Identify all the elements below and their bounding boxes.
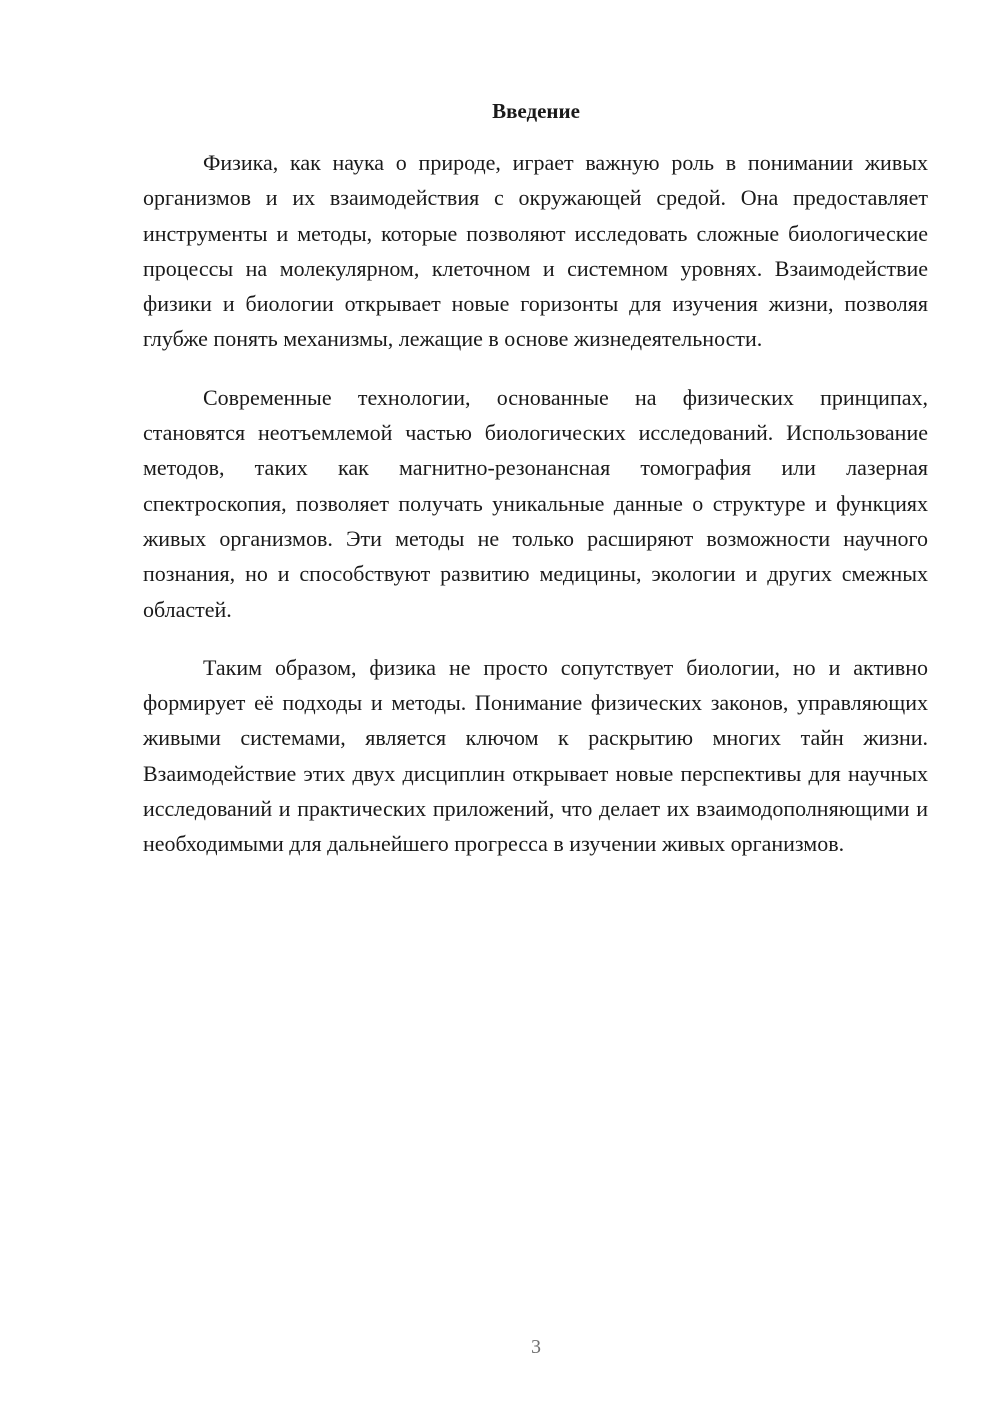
paragraph-2: Современные технологии, основанные на физических принципах, становятся неотъемлемой частью биологических исследований. Использование методов, таких как магнитно-резонансная томография или лазерная спектроскопия, позволяет получать уникальные данные о структуре и функциях живых организмов. Эти методы не только расширяют возможности научного познания, но и способствуют развитию медицины, экологии и других смежных областей.: [143, 384, 928, 622]
paragraph-3: Таким образом, физика не просто сопутствует биологии, но и активно формирует её подходы и методы. Понимание физических законов, управляющих живыми системами, является ключом к раскрытию многих тайн жизни. Взаимодействие этих двух дисциплин открывает новые перспективы для научных исследований и практических приложений, что делает их взаимодополняющими и необходимыми для дальнейшего прогресса в изучении живых организмов.: [143, 654, 928, 857]
page-heading: Введение: [492, 99, 580, 123]
page-number: 3: [531, 1336, 541, 1358]
body-text: [143, 145, 928, 885]
paragraph-1: Физика, как наука о природе, играет важную роль в понимании живых организмов и их взаимодействия с окружающей средой. Она предоставляет инструменты и методы, которые позволяют исследовать сложные биологические процессы на молекулярном, клеточном и системном уровнях. Взаимодействие физики и биологии открывает новые горизонты для изучения жизни, позволяя глубже понять механизмы, лежащие в основе жизнедеятельности.: [143, 150, 928, 352]
